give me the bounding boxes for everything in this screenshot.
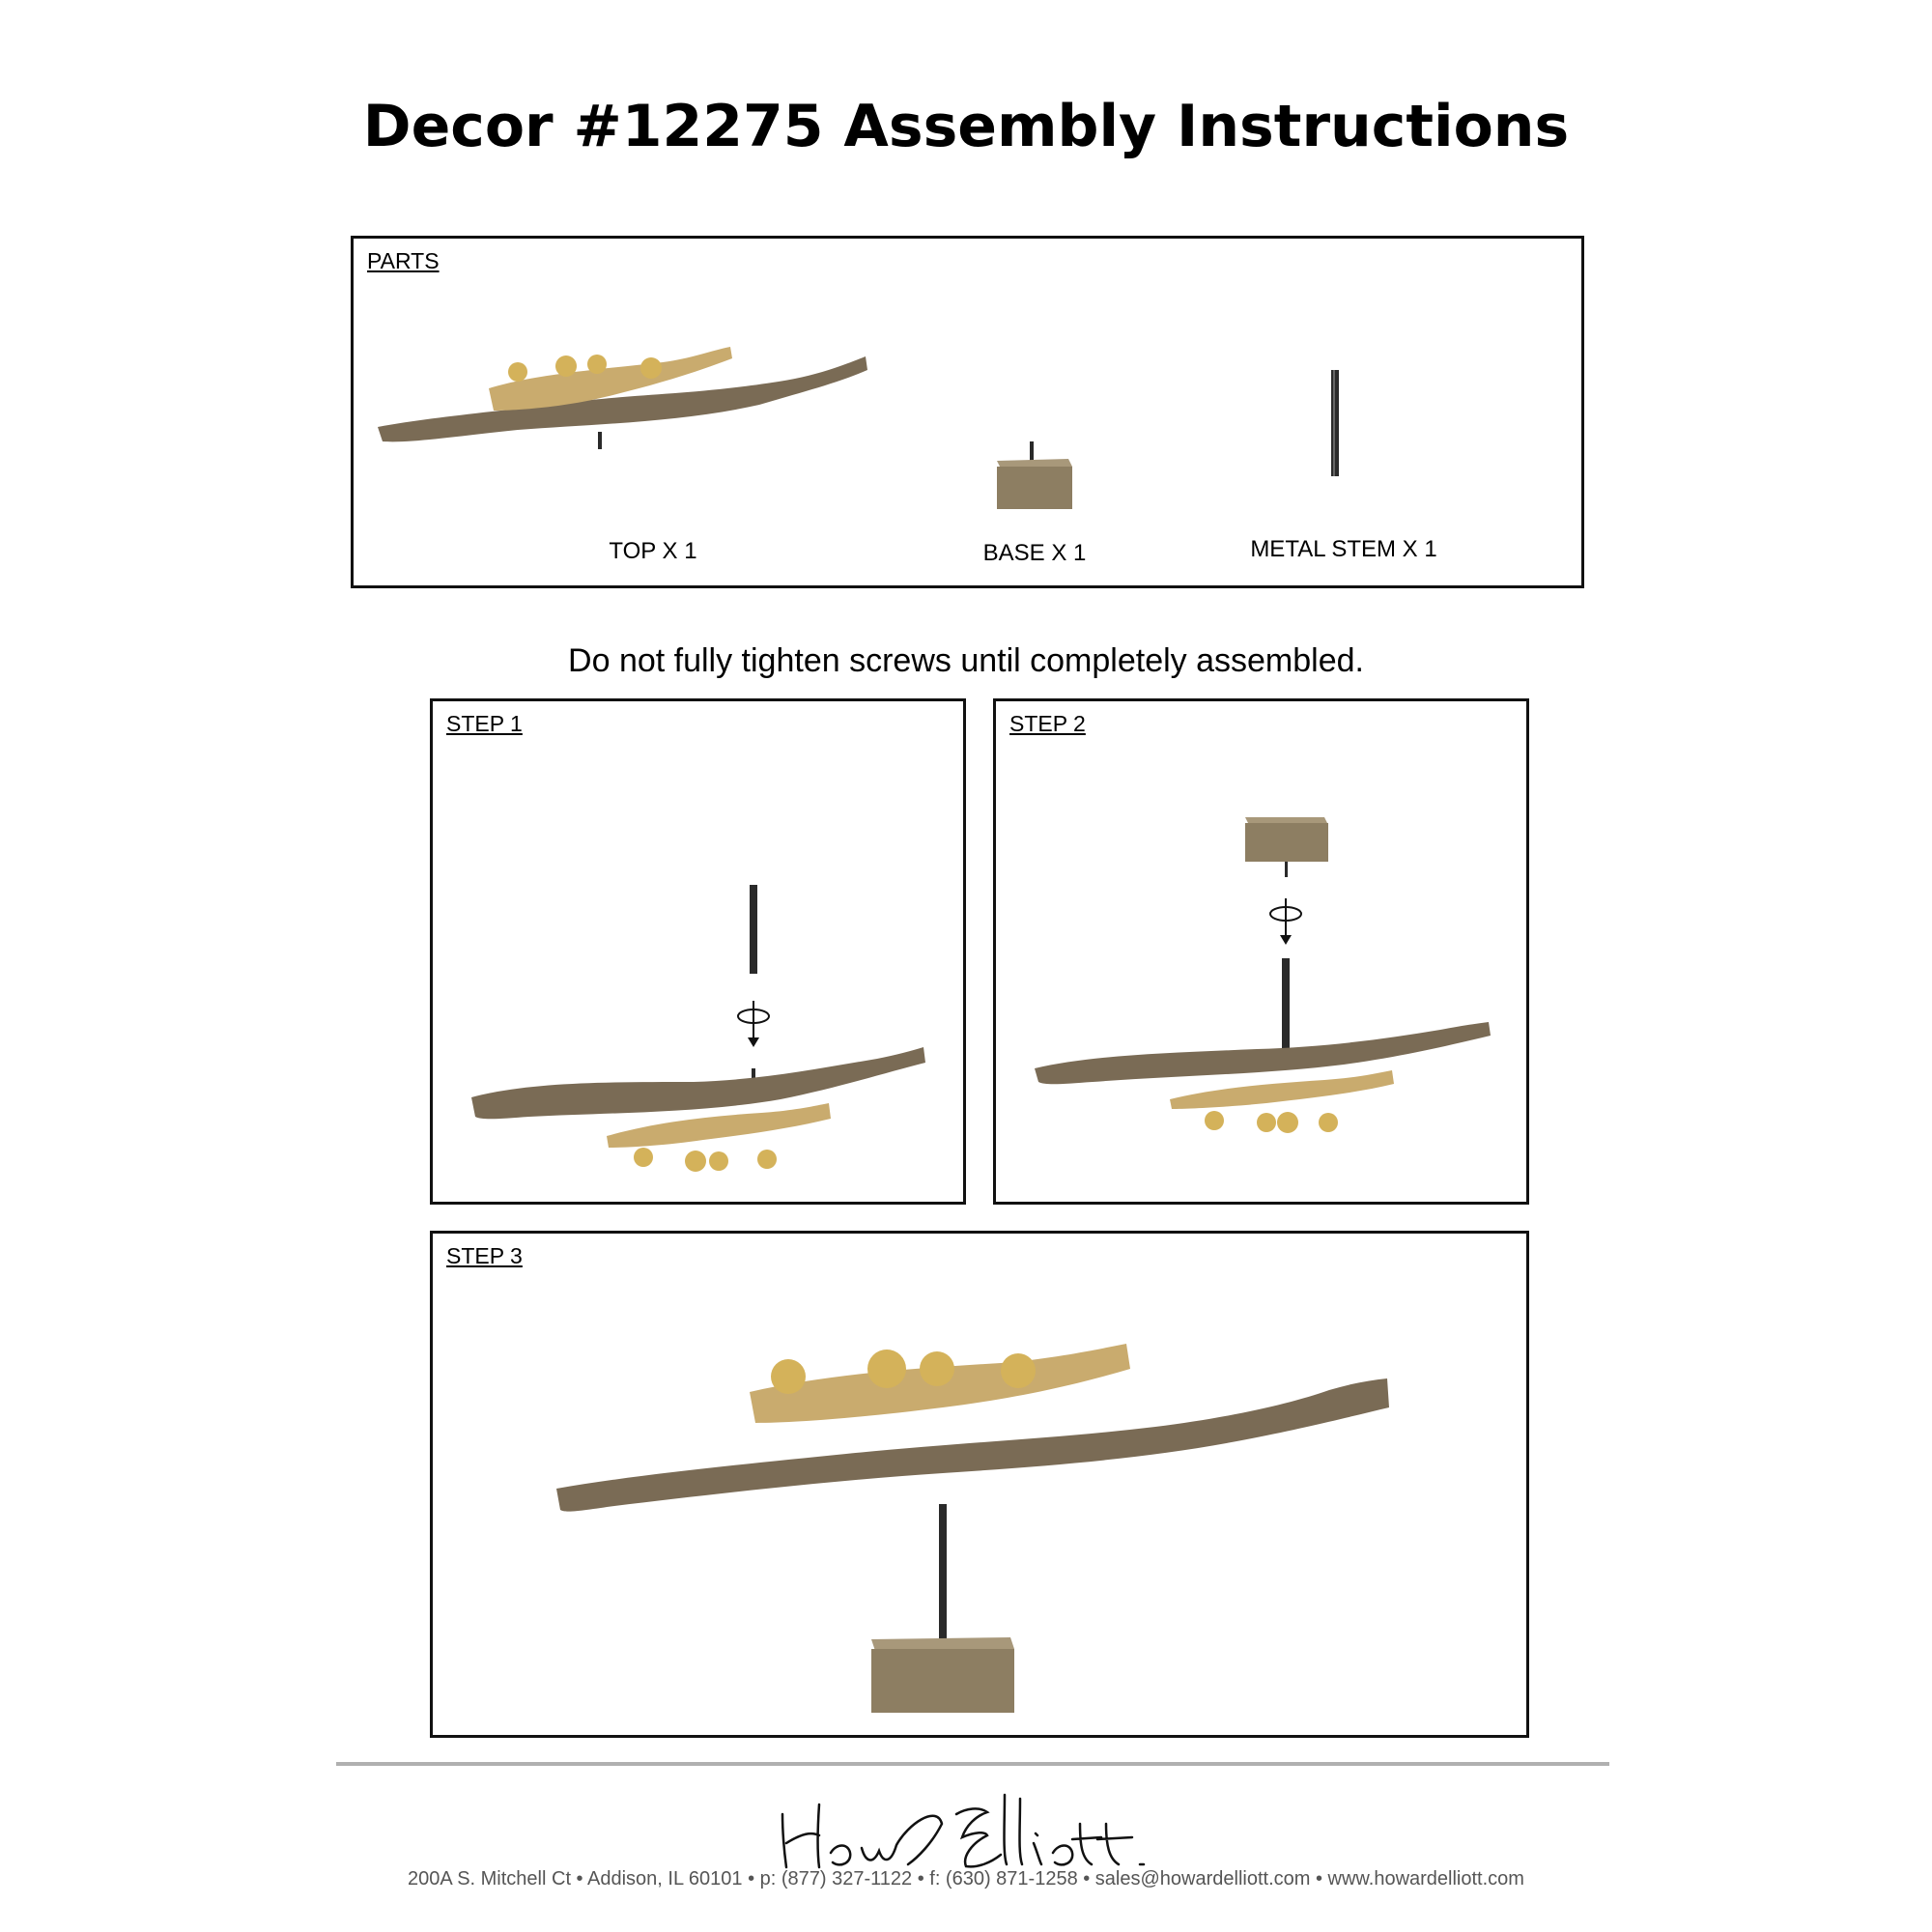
top-part-illustration (373, 335, 875, 470)
step-3-label: STEP 3 (446, 1243, 523, 1268)
assembly-note: Do not fully tighten screws until completely assembled. (568, 642, 1364, 679)
base-part-illustration (991, 441, 1078, 519)
step-3-panel (430, 1231, 1529, 1738)
footer-divider (336, 1762, 1609, 1766)
part-label-metal-stem: METAL STEM X 1 (1250, 536, 1437, 562)
step-2-illustration (1035, 817, 1498, 1184)
metal-stem-illustration (1327, 370, 1343, 476)
step-1-illustration (471, 875, 935, 1184)
step-1-panel (430, 698, 966, 1205)
step-2-panel (993, 698, 1529, 1205)
step-1-label: STEP 1 (446, 711, 523, 736)
step-3-illustration (556, 1330, 1406, 1717)
parts-panel (351, 236, 1584, 588)
step-2-label: STEP 2 (1009, 711, 1086, 736)
parts-label: PARTS (367, 248, 440, 273)
footer-address: 200A S. Mitchell Ct • Addison, IL 60101 • p: (877) 327-1122 • f: (630) 871-1258 • sales@howardelliott.com • www.howardelliott.com (408, 1868, 1524, 1889)
howard-elliott-signature-logo (773, 1776, 1179, 1882)
page-title: Decor #12275 Assembly Instructions (362, 93, 1570, 160)
part-label-base: BASE X 1 (982, 540, 1087, 566)
part-label-top: TOP X 1 (609, 538, 697, 564)
